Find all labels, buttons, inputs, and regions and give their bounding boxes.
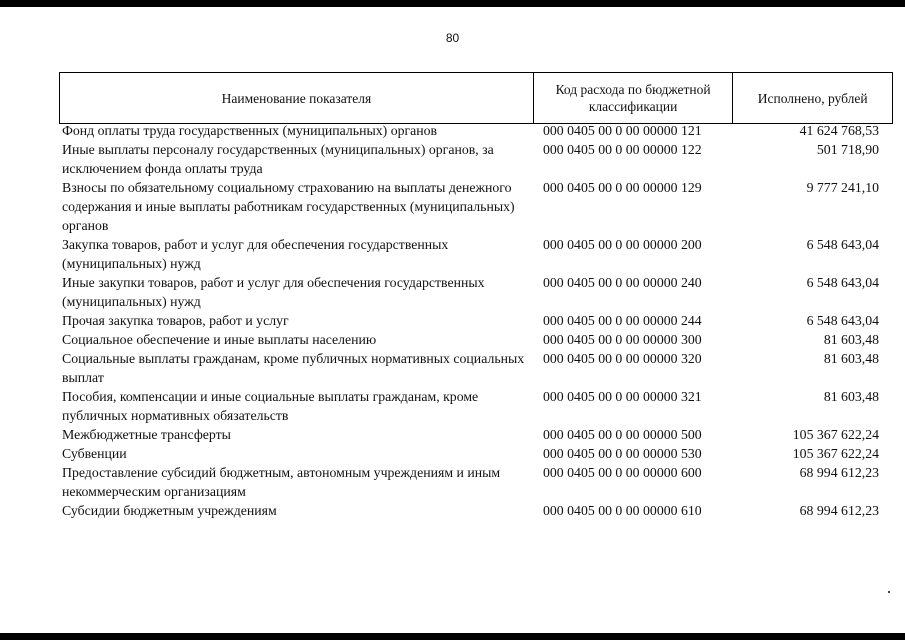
row-code: 000 0405 00 0 00 00000 500 bbox=[543, 427, 702, 442]
row-code: 000 0405 00 0 00 00000 320 bbox=[543, 351, 702, 366]
row-name: Межбюджетные трансферты bbox=[62, 427, 231, 442]
table-row bbox=[59, 425, 893, 444]
row-value: 41 624 768,53 bbox=[799, 123, 879, 138]
row-value: 81 603,48 bbox=[823, 351, 879, 366]
table-row bbox=[59, 178, 893, 235]
row-code: 000 0405 00 0 00 00000 122 bbox=[543, 142, 702, 157]
row-value: 105 367 622,24 bbox=[792, 427, 879, 442]
row-value: 81 603,48 bbox=[823, 389, 879, 404]
table-row bbox=[59, 235, 893, 273]
row-value: 6 548 643,04 bbox=[806, 275, 879, 290]
row-name: Субвенции bbox=[62, 446, 127, 461]
table-row bbox=[59, 463, 893, 501]
table-row bbox=[59, 121, 893, 140]
page-number: 80 bbox=[445, 31, 460, 45]
top-border bbox=[0, 0, 905, 7]
scan-speck bbox=[888, 591, 890, 593]
table-body bbox=[59, 121, 893, 520]
row-value: 6 548 643,04 bbox=[806, 313, 879, 328]
table-header bbox=[59, 72, 893, 124]
table-row bbox=[59, 273, 893, 311]
row-name: Социальное обеспечение и иные выплаты населению bbox=[62, 332, 377, 347]
row-value: 68 994 612,23 bbox=[799, 465, 879, 480]
table-row bbox=[59, 140, 893, 178]
row-name: Предоставление субсидий бюджетным, автономным учреждениям и иным некоммерческим организациям bbox=[62, 465, 501, 499]
row-value: 68 994 612,23 bbox=[799, 503, 879, 518]
bottom-border bbox=[0, 633, 905, 640]
row-value: 81 603,48 bbox=[823, 332, 879, 347]
row-code: 000 0405 00 0 00 00000 530 bbox=[543, 446, 702, 461]
row-code: 000 0405 00 0 00 00000 240 bbox=[543, 275, 702, 290]
row-name: Фонд оплаты труда государственных (муниципальных) органов bbox=[62, 123, 438, 138]
row-code: 000 0405 00 0 00 00000 121 bbox=[543, 123, 702, 138]
row-value: 9 777 241,10 bbox=[806, 180, 879, 195]
row-name: Иные выплаты персоналу государственных (муниципальных) органов, за исключением фонда оплаты труда bbox=[62, 142, 494, 176]
table-row bbox=[59, 330, 893, 349]
row-value: 501 718,90 bbox=[816, 142, 879, 157]
table-row bbox=[59, 501, 893, 520]
row-value: 105 367 622,24 bbox=[792, 446, 879, 461]
row-name: Пособия, компенсации и иные социальные выплаты гражданам, кроме публичных нормативных обязательств bbox=[62, 389, 479, 423]
table-row bbox=[59, 387, 893, 425]
row-code: 000 0405 00 0 00 00000 300 bbox=[543, 332, 702, 347]
row-name: Субсидии бюджетным учреждениям bbox=[62, 503, 277, 518]
row-code: 000 0405 00 0 00 00000 129 bbox=[543, 180, 702, 195]
row-code: 000 0405 00 0 00 00000 321 bbox=[543, 389, 702, 404]
table-row bbox=[59, 311, 893, 330]
row-name: Прочая закупка товаров, работ и услуг bbox=[62, 313, 289, 328]
header-code: Код расхода по бюджетной классификации bbox=[533, 73, 733, 123]
row-name: Социальные выплаты гражданам, кроме публичных нормативных социальных выплат bbox=[62, 351, 525, 385]
row-name: Иные закупки товаров, работ и услуг для обеспечения государственных (муниципальных) нужд bbox=[62, 275, 485, 309]
row-value: 6 548 643,04 bbox=[806, 237, 879, 252]
row-code: 000 0405 00 0 00 00000 200 bbox=[543, 237, 702, 252]
header-name: Наименование показателя bbox=[221, 90, 372, 106]
row-name: Взносы по обязательному социальному страхованию на выплаты денежного содержания и иные выплаты работникам государственных (муниципальных) органов bbox=[62, 180, 515, 233]
table-row bbox=[59, 349, 893, 387]
row-code: 000 0405 00 0 00 00000 244 bbox=[543, 313, 702, 328]
row-code: 000 0405 00 0 00 00000 610 bbox=[543, 503, 702, 518]
row-name: Закупка товаров, работ и услуг для обеспечения государственных (муниципальных) нужд bbox=[62, 237, 449, 271]
row-code: 000 0405 00 0 00 00000 600 bbox=[543, 465, 702, 480]
table-row bbox=[59, 444, 893, 463]
header-executed: Исполнено, рублей bbox=[732, 73, 892, 123]
